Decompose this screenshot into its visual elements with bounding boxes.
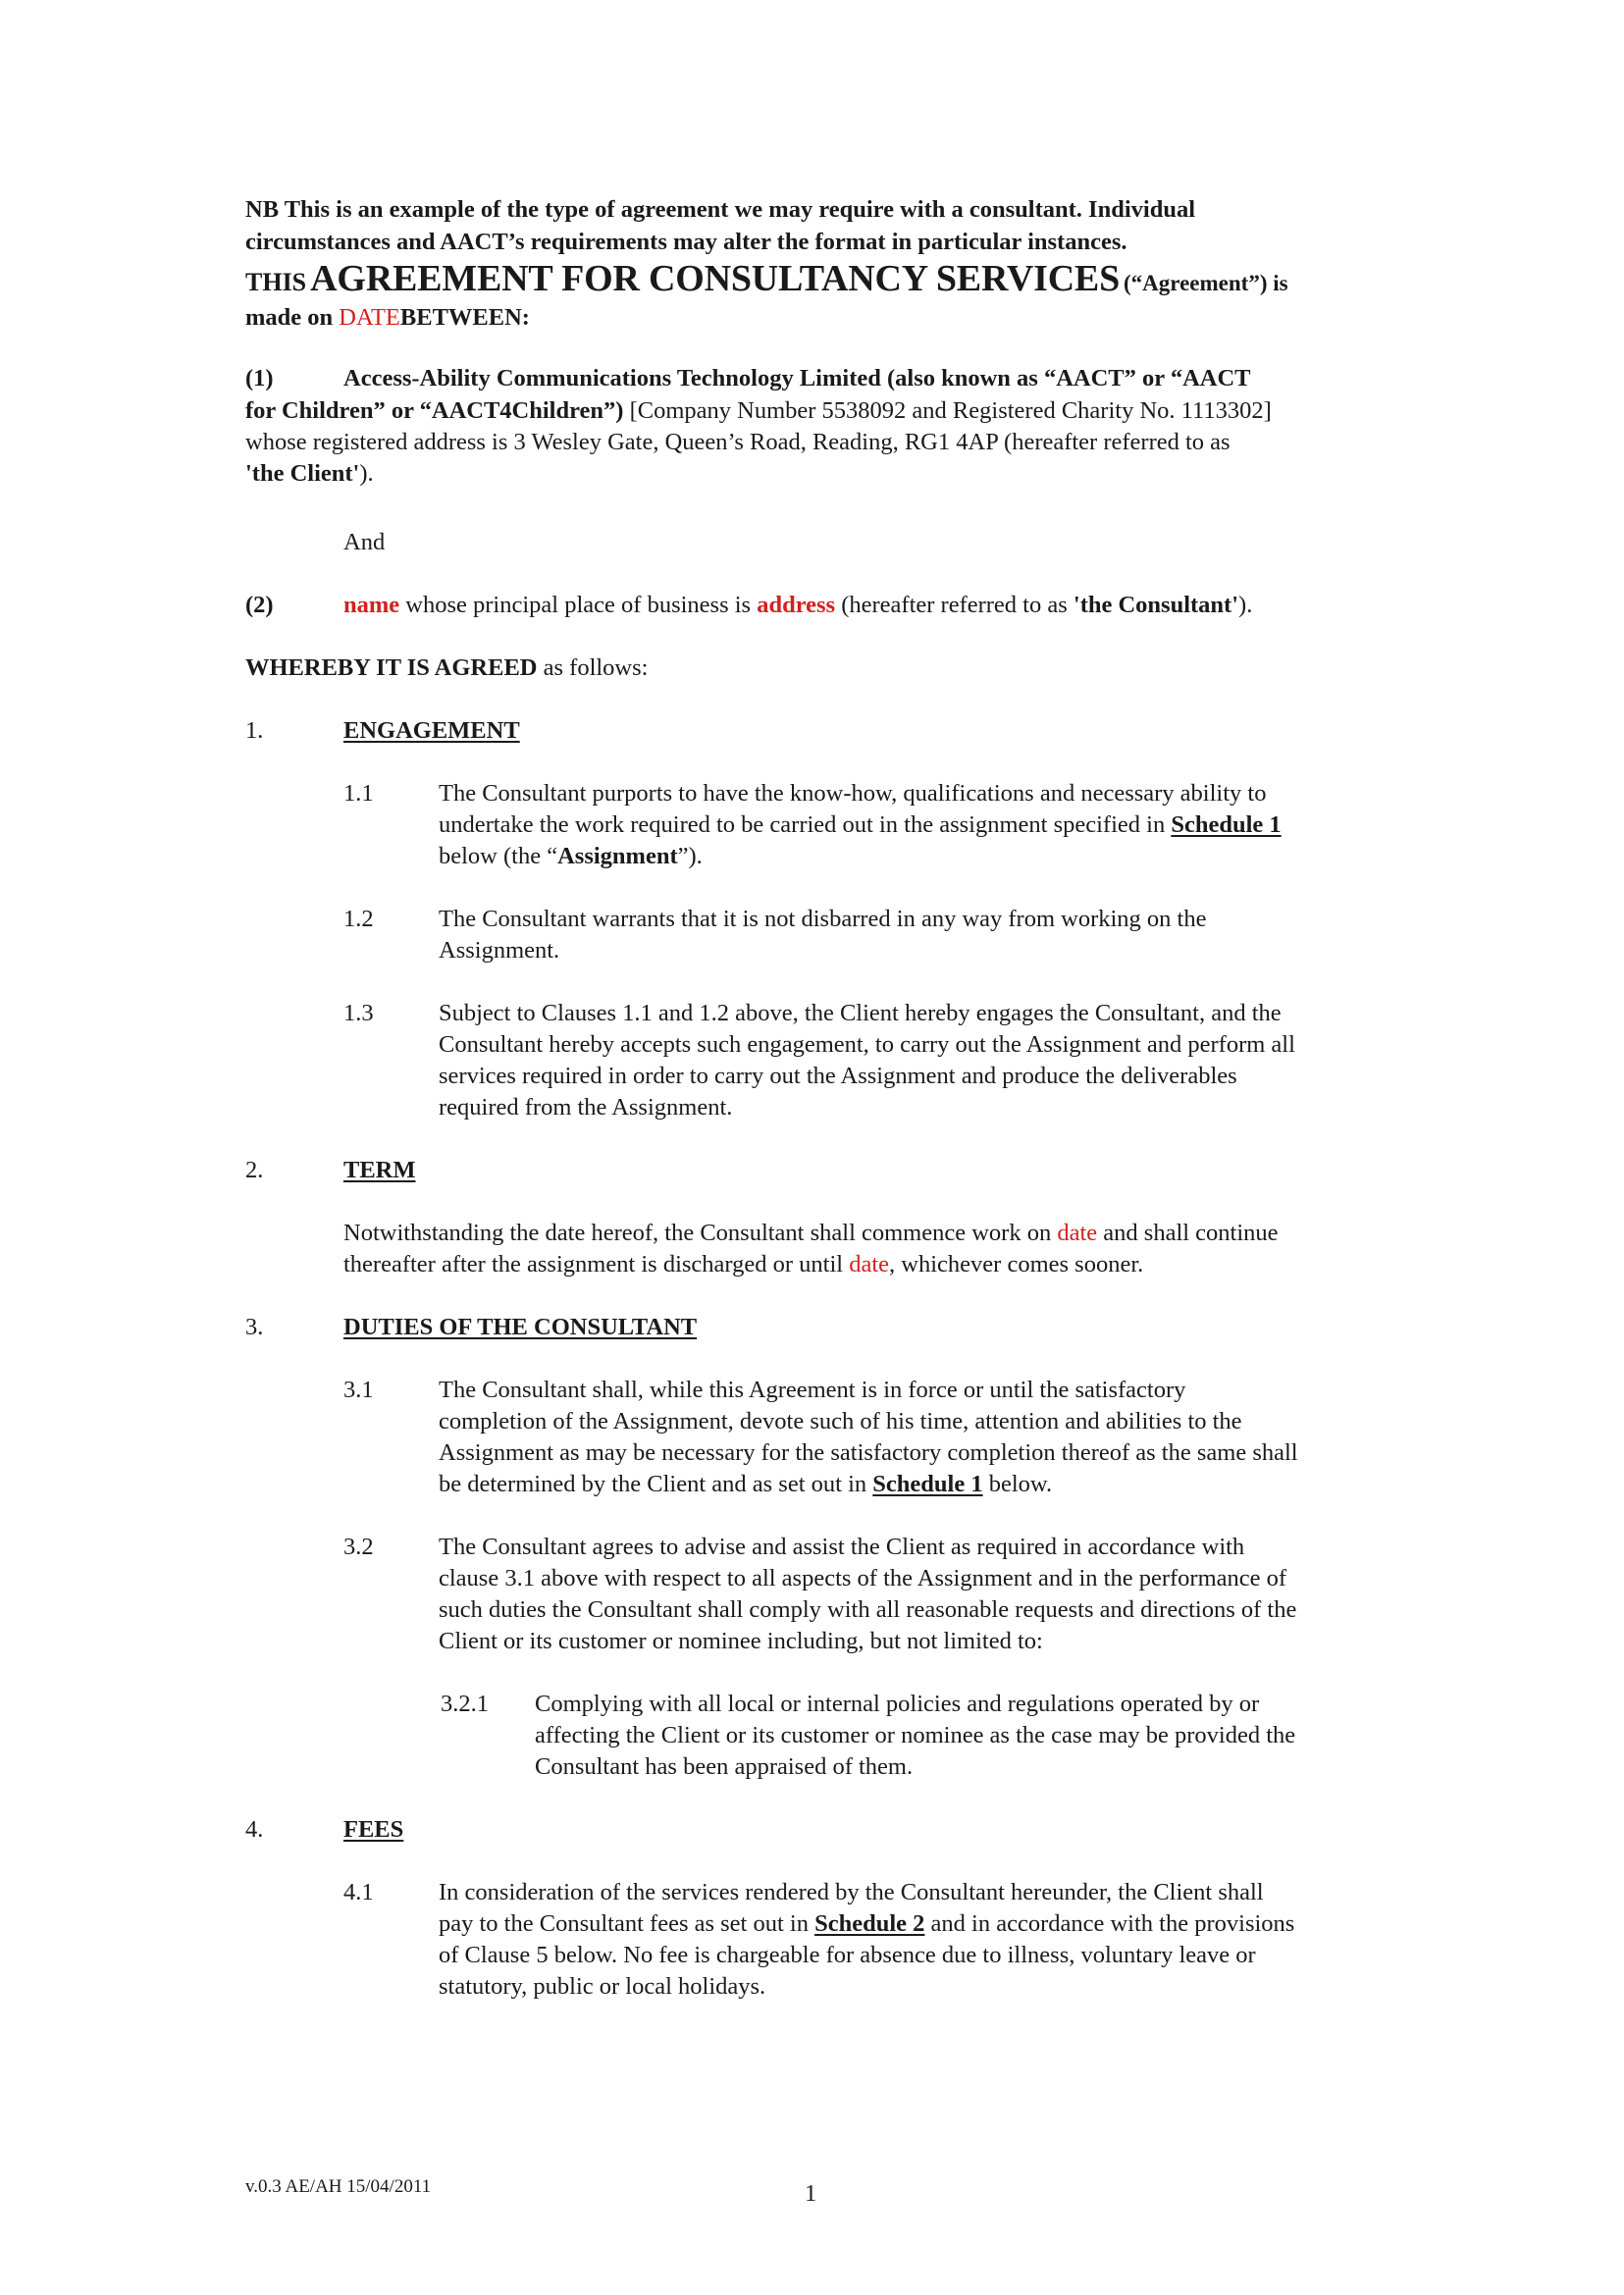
clause-4-1-line-2 [439, 1908, 1294, 1941]
heading-this: THIS [245, 268, 307, 296]
section-4-number: 4. [245, 1816, 264, 1843]
clause-3-2-1-line-3: Consultant has been appraised of them. [535, 1753, 914, 1780]
date-placeholder: DATE [339, 304, 400, 331]
client-term-end: ). [359, 460, 374, 487]
clause-3-2-line-3: such duties the Consultant shall comply with all reasonable requests and directions of the [439, 1596, 1297, 1623]
term-text-d: , whichever comes sooner. [889, 1251, 1144, 1278]
schedule-1-reference: Schedule 1 [1171, 811, 1282, 838]
clause-1-1-line-3-end: ”). [677, 843, 703, 869]
and-connector: And [343, 529, 386, 555]
heading-between: BETWEEN: [399, 304, 530, 331]
intro-note-line-2: circumstances and AACT’s requirements may alter the format in particular instances. [245, 229, 1127, 255]
clause-1-1-number: 1.1 [343, 780, 374, 807]
clause-1-3-line-2: Consultant hereby accepts such engagement, to carry out the Assignment and perform all [439, 1031, 1295, 1058]
clause-3-2-line-4: Client or its customer or nominee including, but not limited to: [439, 1628, 1043, 1654]
schedule-2-reference: Schedule 2 [814, 1910, 925, 1937]
clause-3-1-line-2: completion of the Assignment, devote such of his time, attention and abilities to the [439, 1408, 1242, 1434]
term-line-1 [343, 1218, 1279, 1250]
party-1-name-line-1: Access-Ability Communications Technology Limited (also known as “AACT” or “AACT [343, 365, 1251, 391]
clause-1-1-line-2-text: undertake the work required to be carried out in the assignment specified in [439, 811, 1166, 838]
party-2-text [343, 590, 1252, 622]
clause-3-1-line-4 [439, 1469, 1052, 1501]
whereby-bold: WHEREBY IT IS AGREED [245, 654, 538, 681]
party-1-number: (1) [245, 365, 274, 391]
section-2-number: 2. [245, 1157, 264, 1183]
clause-1-1-line-1: The Consultant purports to have the know-how, qualifications and necessary ability to [439, 780, 1267, 807]
clause-4-1-line-2-end: and in accordance with the provisions [930, 1910, 1295, 1937]
clause-3-2-1-number: 3.2.1 [441, 1691, 489, 1717]
clause-1-3-line-1: Subject to Clauses 1.1 and 1.2 above, the Client hereby engages the Consultant, and the [439, 1000, 1282, 1026]
clause-1-3-number: 1.3 [343, 1000, 374, 1026]
clause-1-1-line-3 [439, 841, 703, 873]
heading-made-on: made on [245, 304, 334, 331]
party-1-name-line-2: for Children” or “AACT4Children”) [245, 397, 624, 424]
party-2-text-1: whose principal place of business is [405, 592, 752, 618]
term-text-a: Notwithstanding the date hereof, the Consultant shall commence work on [343, 1220, 1052, 1246]
section-1-number: 1. [245, 717, 264, 744]
clause-3-1-line-4-end: below. [988, 1471, 1053, 1497]
consultant-term-end: ). [1238, 592, 1253, 618]
address-placeholder: address [757, 592, 836, 618]
whereby-clause [245, 652, 648, 685]
section-2-title: TERM [343, 1157, 416, 1183]
clause-3-2-number: 3.2 [343, 1534, 374, 1560]
party-1-address: whose registered address is 3 Wesley Gate, Queen’s Road, Reading, RG1 4AP (hereafter referred to as [245, 429, 1231, 455]
clause-3-1-line-4-start: be determined by the Client and as set out in [439, 1471, 867, 1497]
agreement-heading [245, 257, 1288, 300]
page-number: 1 [805, 2180, 817, 2207]
clause-1-1-line-3-start: below (the “ [439, 843, 558, 869]
consultant-term: 'the Consultant' [1073, 592, 1239, 618]
footer-version: v.0.3 AE/AH 15/04/2011 [245, 2176, 432, 2197]
schedule-1-reference-2: Schedule 1 [872, 1471, 983, 1497]
clause-3-2-1-line-1: Complying with all local or internal policies and regulations operated by or [535, 1691, 1260, 1717]
clause-4-1-line-1: In consideration of the services rendered by the Consultant hereunder, the Client shall [439, 1879, 1264, 1905]
clause-4-1-number: 4.1 [343, 1879, 374, 1905]
clause-3-2-line-2: clause 3.1 above with respect to all aspects of the Assignment and in the performance of [439, 1565, 1287, 1591]
client-term: 'the Client' [245, 460, 360, 487]
clause-4-1-line-4: statutory, public or local holidays. [439, 1973, 766, 2000]
term-date-end-placeholder: date [849, 1251, 890, 1278]
clause-1-2-number: 1.2 [343, 906, 374, 932]
party-1-company-info: [Company Number 5538092 and Registered Charity No. 1113302] [629, 397, 1272, 424]
heading-title: AGREEMENT FOR CONSULTANCY SERVICES [310, 258, 1121, 299]
intro-note-line-1: NB This is an example of the type of agreement we may require with a consultant. Individual [245, 196, 1196, 223]
name-placeholder: name [343, 592, 400, 618]
clause-1-1-line-2 [439, 809, 1282, 842]
party-2-number: (2) [245, 592, 274, 618]
section-3-number: 3. [245, 1314, 264, 1340]
clause-3-1-line-3: Assignment as may be necessary for the satisfactory completion thereof as the same shall [439, 1439, 1298, 1466]
clause-1-2-line-2: Assignment. [439, 937, 560, 964]
term-line-2 [343, 1249, 1143, 1281]
party-1-line-2 [245, 395, 1272, 428]
heading-made-on-line [245, 302, 530, 335]
heading-agreement-tag: (“Agreement”) is [1124, 271, 1288, 295]
term-text-c: thereafter after the assignment is discharged or until [343, 1251, 844, 1278]
clause-1-3-line-3: services required in order to carry out the Assignment and produce the deliverables [439, 1063, 1237, 1089]
party-1-line-4 [245, 458, 374, 491]
clause-4-1-line-2-start: pay to the Consultant fees as set out in [439, 1910, 809, 1937]
term-text-b: and shall continue [1103, 1220, 1279, 1246]
section-3-title: DUTIES OF THE CONSULTANT [343, 1314, 698, 1340]
clause-1-2-line-1: The Consultant warrants that it is not disbarred in any way from working on the [439, 906, 1207, 932]
section-4-title: FEES [343, 1816, 404, 1843]
whereby-rest: as follows: [543, 654, 649, 681]
term-date-start-placeholder: date [1057, 1220, 1098, 1246]
clause-1-3-line-4: required from the Assignment. [439, 1094, 733, 1121]
clause-3-2-1-line-2: affecting the Client or its customer or nominee as the case may be provided the [535, 1722, 1296, 1748]
clause-3-1-line-1: The Consultant shall, while this Agreement is in force or until the satisfactory [439, 1377, 1186, 1403]
clause-3-1-number: 3.1 [343, 1377, 374, 1403]
section-1-title: ENGAGEMENT [343, 717, 520, 744]
clause-4-1-line-3: of Clause 5 below. No fee is chargeable for absence due to illness, voluntary leave or [439, 1942, 1256, 1968]
party-2-text-2: (hereafter referred to as [841, 592, 1068, 618]
clause-3-2-line-1: The Consultant agrees to advise and assist the Client as required in accordance with [439, 1534, 1245, 1560]
assignment-term: Assignment [557, 843, 678, 869]
